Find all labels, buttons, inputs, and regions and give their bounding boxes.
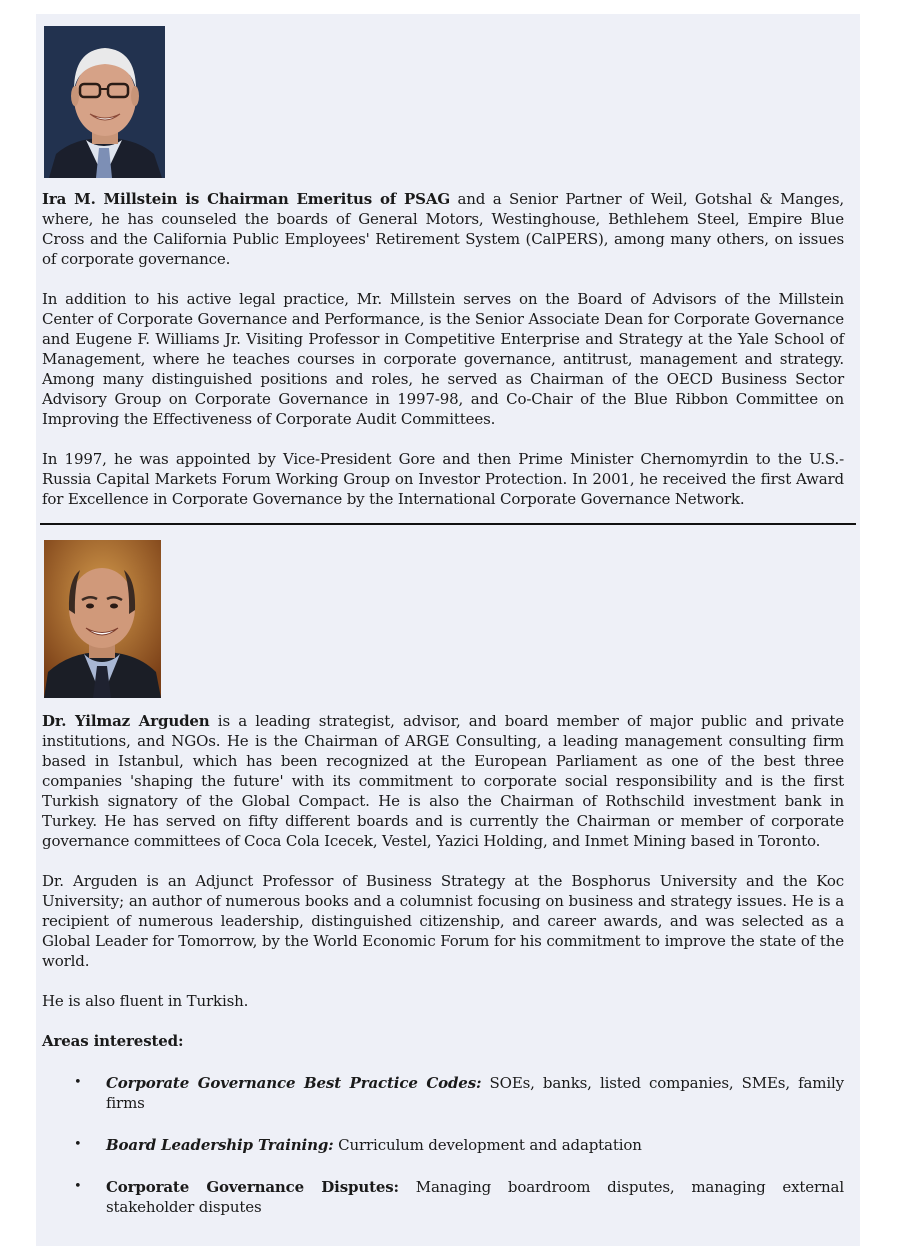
portrait-photo-older-man-glasses <box>44 26 165 178</box>
area-description: SOEs, banks, listed companies, SMEs, family firms <box>106 1074 844 1112</box>
bullet-icon: • <box>74 1179 82 1194</box>
areas-list <box>42 1073 844 1217</box>
bullet-icon: • <box>74 1137 82 1152</box>
profile-millstein <box>42 189 844 509</box>
areas-heading: Areas interested: <box>42 1032 184 1050</box>
bio-paragraph: He is also fluent in Turkish. <box>42 992 249 1010</box>
bullet-icon: • <box>74 1075 82 1090</box>
portrait-photo-man-suit <box>44 540 161 698</box>
person-name-lead: Ira M. Millstein is Chairman Emeritus of PSAG <box>42 190 450 208</box>
person-name-lead: Dr. Yilmaz Arguden <box>42 712 210 730</box>
list-item <box>74 1135 844 1155</box>
area-term: Corporate Governance Best Practice Codes: <box>106 1074 482 1092</box>
bio-paragraph <box>42 189 844 269</box>
area-term: Board Leadership Training: <box>106 1136 334 1154</box>
section-divider <box>40 523 856 525</box>
bio-paragraph: Dr. Arguden is an Adjunct Professor of Business Strategy at the Bosphorus University and the Koc University; an author of numerous books and a columnist focusing on business and strategy issues. He is a recipient of numerous leadership, distinguished citizenship, and career awards, and was selected as a Global Leader for Tomorrow, by the World Economic Forum for his commitment to improve the state of the world. <box>42 872 844 970</box>
bio-paragraph <box>42 711 844 851</box>
bio-text: is a leading strategist, advisor, and board member of major public and private institutions, and NGOs. He is the Chairman of ARGE Consulting, a leading management consulting firm based in Istanbul, which has been recognized at the European Parliament as one of the best three companies 'shaping the future' with its commitment to corporate social responsibility and is the first Turkish signatory of the Global Compact. He is also the Chairman of Rothschild investment bank in Turkey. He has served on fifty different boards and is currently the Chairman or member of corporate governance committees of Coca Cola Icecek, Vestel, Yazici Holding, and Inmet Mining based in Toronto. <box>42 712 844 850</box>
bio-paragraph: In 1997, he was appointed by Vice-President Gore and then Prime Minister Chernomyrdin to the U.S.-Russia Capital Markets Forum Working Group on Investor Protection. In 2001, he received the first Award for Excellence in Corporate Governance by the International Corporate Governance Network. <box>42 450 844 508</box>
list-item <box>74 1177 845 1217</box>
bio-text: and a Senior Partner of Weil, Gotshal & Manges, where, he has counseled the boards of General Motors, Westinghouse, Bethlehem Steel, Empire Blue Cross and the California Public Employees' Retirement System (CalPERS), among many others, on issues of corporate governance. <box>42 190 845 268</box>
profile-arguden <box>42 711 844 1217</box>
list-item <box>74 1073 844 1113</box>
area-description: Managing boardroom disputes, managing external stakeholder disputes <box>106 1178 845 1216</box>
area-term: Corporate Governance Disputes: <box>106 1178 399 1196</box>
bio-paragraph: In addition to his active legal practice, Mr. Millstein serves on the Board of Advisors of the Millstein Center of Corporate Governance and Performance, is the Senior Associate Dean for Corporate Governance and Eugene F. Williams Jr. Visiting Professor in Competitive Enterprise and Strategy at the Yale School of Management, where he teaches courses in corporate governance, antitrust, management and strategy. Among many distinguished positions and roles, he served as Chairman of the OECD Business Sector Advisory Group on Corporate Governance in 1997-98, and Co-Chair of the Blue Ribbon Committee on Improving the Effectiveness of Corporate Audit Committees. <box>42 290 844 428</box>
area-description: Curriculum development and adaptation <box>333 1136 642 1154</box>
